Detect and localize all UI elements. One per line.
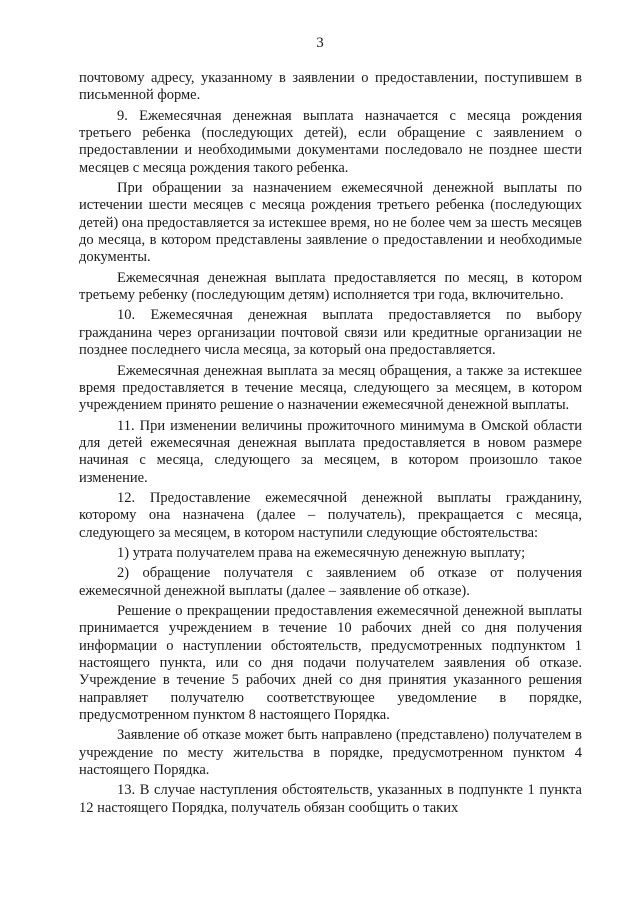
paragraph-refusal-application: Заявление об отказе может быть направлено (представлено) получателем в учреждение по месту жительства в порядке, предусмотренном пунктом 4 настоящего Порядка. bbox=[79, 727, 582, 779]
paragraph-continuation: почтовому адресу, указанному в заявлении о предоставлении, поступившем в письменной форме. bbox=[79, 70, 582, 104]
paragraph-subitem-2: 2) обращение получателя с заявлением об отказе от получения ежемесячной денежной выплаты (далее – заявление об отказе). bbox=[79, 565, 582, 599]
paragraph-item-10: 10. Ежемесячная денежная выплата предоставляется по выбору гражданина через организации почтовой связи или кредитные организации не позднее последнего числа месяца, за который она предоставляется. bbox=[79, 307, 582, 359]
paragraph-item-11: 11. При изменении величины прожиточного минимума в Омской области для детей ежемесячная денежная выплата предоставляется в новом размере начиная с месяца, следующего за месяцем, в котором произошло такое изменение. bbox=[79, 417, 582, 486]
paragraph-payment-timing: Ежемесячная денежная выплата за месяц обращения, а также за истекшее время предоставляется в течение месяца, следующего за месяцем, в котором учреждением принято решение о назначении ежемесячной денежной выплаты. bbox=[79, 362, 582, 414]
page-number: 3 bbox=[316, 35, 324, 51]
paragraph-item-9: 9. Ежемесячная денежная выплата назначается с месяца рождения третьего ребенка (последующих детей), если обращение с заявлением о предоставлении и необходимыми документами последовало не позднее шести месяцев с месяца рождения такого ребенка. bbox=[79, 107, 582, 176]
paragraph-duration: Ежемесячная денежная выплата предоставляется по месяц, в котором третьему ребенку (последующим детям) исполняется три года, включительно. bbox=[79, 269, 582, 304]
paragraph-late-application: При обращении за назначением ежемесячной денежной выплаты по истечении шести месяцев с месяца рождения третьего ребенка (последующих детей) она предоставляется за истекшее время, но не более чем за шесть месяцев до месяца, в котором представлены заявление о предоставлении и необходимые документы. bbox=[79, 180, 582, 266]
paragraph-item-12: 12. Предоставление ежемесячной денежной выплаты гражданину, которому она назначена (далее – получатель), прекращается с месяца, следующего за месяцем, в котором наступили следующие обстоятельства: bbox=[79, 489, 582, 541]
paragraph-subitem-1: 1) утрата получателем права на ежемесячную денежную выплату; bbox=[117, 544, 526, 561]
document-body bbox=[79, 70, 582, 817]
paragraph-item-13: 13. В случае наступления обстоятельств, указанных в подпункте 1 пункта 12 настоящего Порядка, получатель обязан сообщить о таких bbox=[79, 782, 582, 816]
paragraph-termination-decision: Решение о прекращении предоставления ежемесячной денежной выплаты принимается учреждением в течение 10 рабочих дней со дня получения информации о наступлении обстоятельств, предусмотренных подпунктом 1 настоящего пункта, или со дня подачи получателем заявления об отказе. Учреждение в течение 5 рабочих дней со дня принятия указанного решения направляет получателю соответствующее уведомление в порядке, предусмотренном пунктом 8 настоящего Порядка. bbox=[79, 602, 582, 724]
